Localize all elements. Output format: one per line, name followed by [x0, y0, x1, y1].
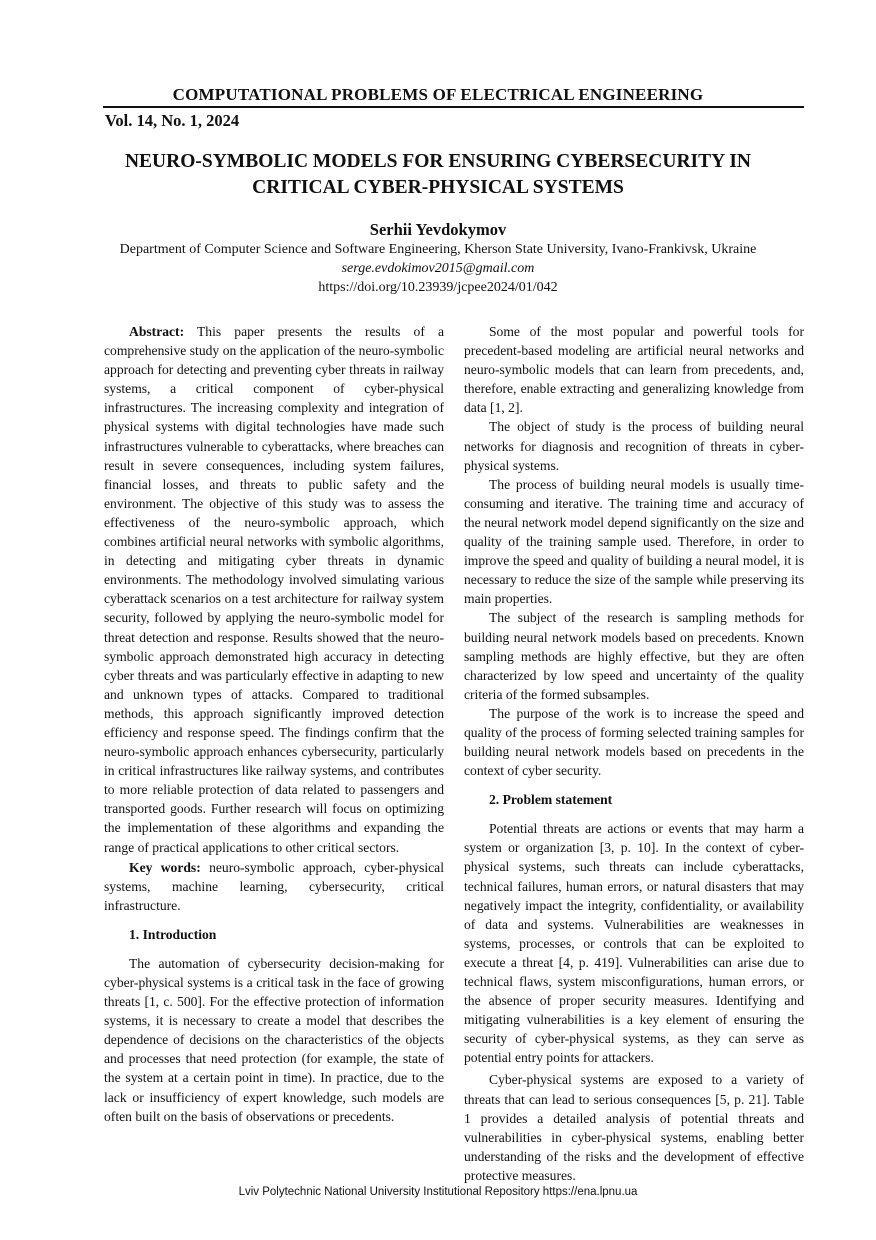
abstract	[104, 322, 444, 857]
keywords-label: Key words:	[129, 859, 201, 875]
right-column	[464, 322, 804, 1185]
body-paragraph: The process of building neural models is usually time-consuming and iterative. The training time and accuracy of the neural network model depend significantly on the size and quality of the training sample used. Therefore, in order to improve the speed and quality of building a neural model, it is necessary to reduce the size of the sample while preserving its main properties.	[464, 476, 804, 607]
author-email[interactable]: serge.evdokimov2015@gmail.com	[341, 261, 535, 276]
body-paragraph: Cyber-physical systems are exposed to a variety of threats that can lead to serious consequences [5, p. 21]. Table 1 provides a detailed analysis of potential threats and vulnerabilities in cyber-physical systems, enabling better understanding of the risks and the development of effective protective measures.	[464, 1072, 804, 1183]
author-affiliation: Department of Computer Science and Software Engineering, Kherson State University, Ivano-Frankivsk, Ukraine	[119, 242, 757, 257]
left-column	[104, 322, 444, 1126]
body-paragraph: Some of the most popular and powerful tools for precedent-based modeling are artificial neural networks and neuro-symbolic models that can learn from precedents, and, therefore, enable extracting and generalizing knowledge from data [1, 2].	[464, 324, 804, 416]
section-heading-problem-statement: 2. Problem statement	[489, 792, 613, 808]
abstract-text: This paper presents the results of a comprehensive study on the application of the neuro-symbolic approach for detecting and preventing cyber threats in railway systems, a critical component of cyber-physical infrastructures. The increasing complexity and integration of physical systems with digital technologies have made such infrastructures vulnerable to cyberattacks, where breaches can result in severe consequences, including system failures, financial losses, and threats to public safety and the environment. The objective of this study was to assess the effectiveness of the neuro-symbolic approach, which combines artificial neural networks with symbolic algorithms, in detecting and mitigating cyber threats in dynamic environments. The methodology involved simulating various cyberattack scenarios on a test architecture for railway system security, followed by applying the neuro-symbolic model for threat detection and response. Results showed that the neuro-symbolic approach demonstrated high accuracy in detecting cyber threats and was particularly effective in adapting to new and unknown types of attacks. Compared to traditional methods, this approach significantly improved detection efficiency and response speed. The findings confirm that the neuro-symbolic approach enhances cybersecurity, particularly in critical infrastructures like railway systems, and contributes to more reliable protection of data related to passengers and transported goods. Further research will focus on optimizing the implementation of these algorithms and expanding the range of practical applications to other critical sectors.	[104, 324, 445, 855]
author-name: Serhii Yevdokymov	[369, 220, 507, 239]
keywords	[104, 858, 444, 915]
body-paragraph: Potential threats are actions or events that may harm a system or organization [3, p. 10]. In the context of cyber-physical systems, such threats can include cyberattacks, technical failures, human errors, or natural disasters that may negatively impact the integrity, confidentiality, or availability of data and systems. Vulnerabilities are weaknesses in systems, processes, or controls that can be exploited to execute a threat [4, p. 419]. Vulnerabilities can arise due to technical flaws, system misconfigurations, human errors, or the absence of proper security measures. Identifying and mitigating vulnerabilities is a key element of ensuring the security of cyber-physical systems, as they can serve as potential entry points for attackers.	[464, 821, 804, 1066]
doi-link[interactable]: https://doi.org/10.23939/jcpee2024/01/042	[318, 280, 558, 295]
section-heading-introduction: 1. Introduction	[129, 926, 217, 942]
header-rule	[103, 106, 804, 108]
abstract-label: Abstract:	[129, 324, 185, 339]
repository-footer: Lviv Polytechnic National University Institutional Repository https://ena.lpnu.ua	[238, 1186, 638, 1198]
volume-issue: Vol. 14, No. 1, 2024	[105, 111, 240, 130]
body-paragraph: The purpose of the work is to increase the speed and quality of the process of forming selected training samples for building neural network models based on precedents in the context of cyber security.	[464, 705, 804, 779]
journal-name: COMPUTATIONAL PROBLEMS OF ELECTRICAL ENGINEERING	[172, 85, 704, 104]
keywords-text: neuro-symbolic approach, cyber-physical systems, machine learning, cybersecurity, critical infrastructure.	[104, 859, 444, 913]
body-paragraph: The subject of the research is sampling methods for building neural network models based on precedents. Known sampling methods are highly effective, but they are often characterized by low speed and uncertainty of the quality criteria of the formed subsamples.	[464, 610, 804, 702]
body-paragraph: The object of study is the process of building neural networks for diagnosis and recognition of threats in cyber-physical systems.	[464, 419, 804, 473]
article-title: NEURO-SYMBOLIC MODELS FOR ENSURING CYBERSECURITY IN CRITICAL CYBER-PHYSICAL SYSTEMS	[124, 151, 752, 198]
body-paragraph: The automation of cybersecurity decision-making for cyber-physical systems is a critical task in the face of growing threats [1, c. 500]. For the effective protection of information systems, it is necessary to create a model that describes the dependence of decisions on the characteristics of the objects and processes that need protection (for example, the state of the system at a certain point in time). In practice, due to the lack or insufficiency of expert knowledge, such models are often built on the basis of observations or precedents.	[104, 955, 444, 1124]
